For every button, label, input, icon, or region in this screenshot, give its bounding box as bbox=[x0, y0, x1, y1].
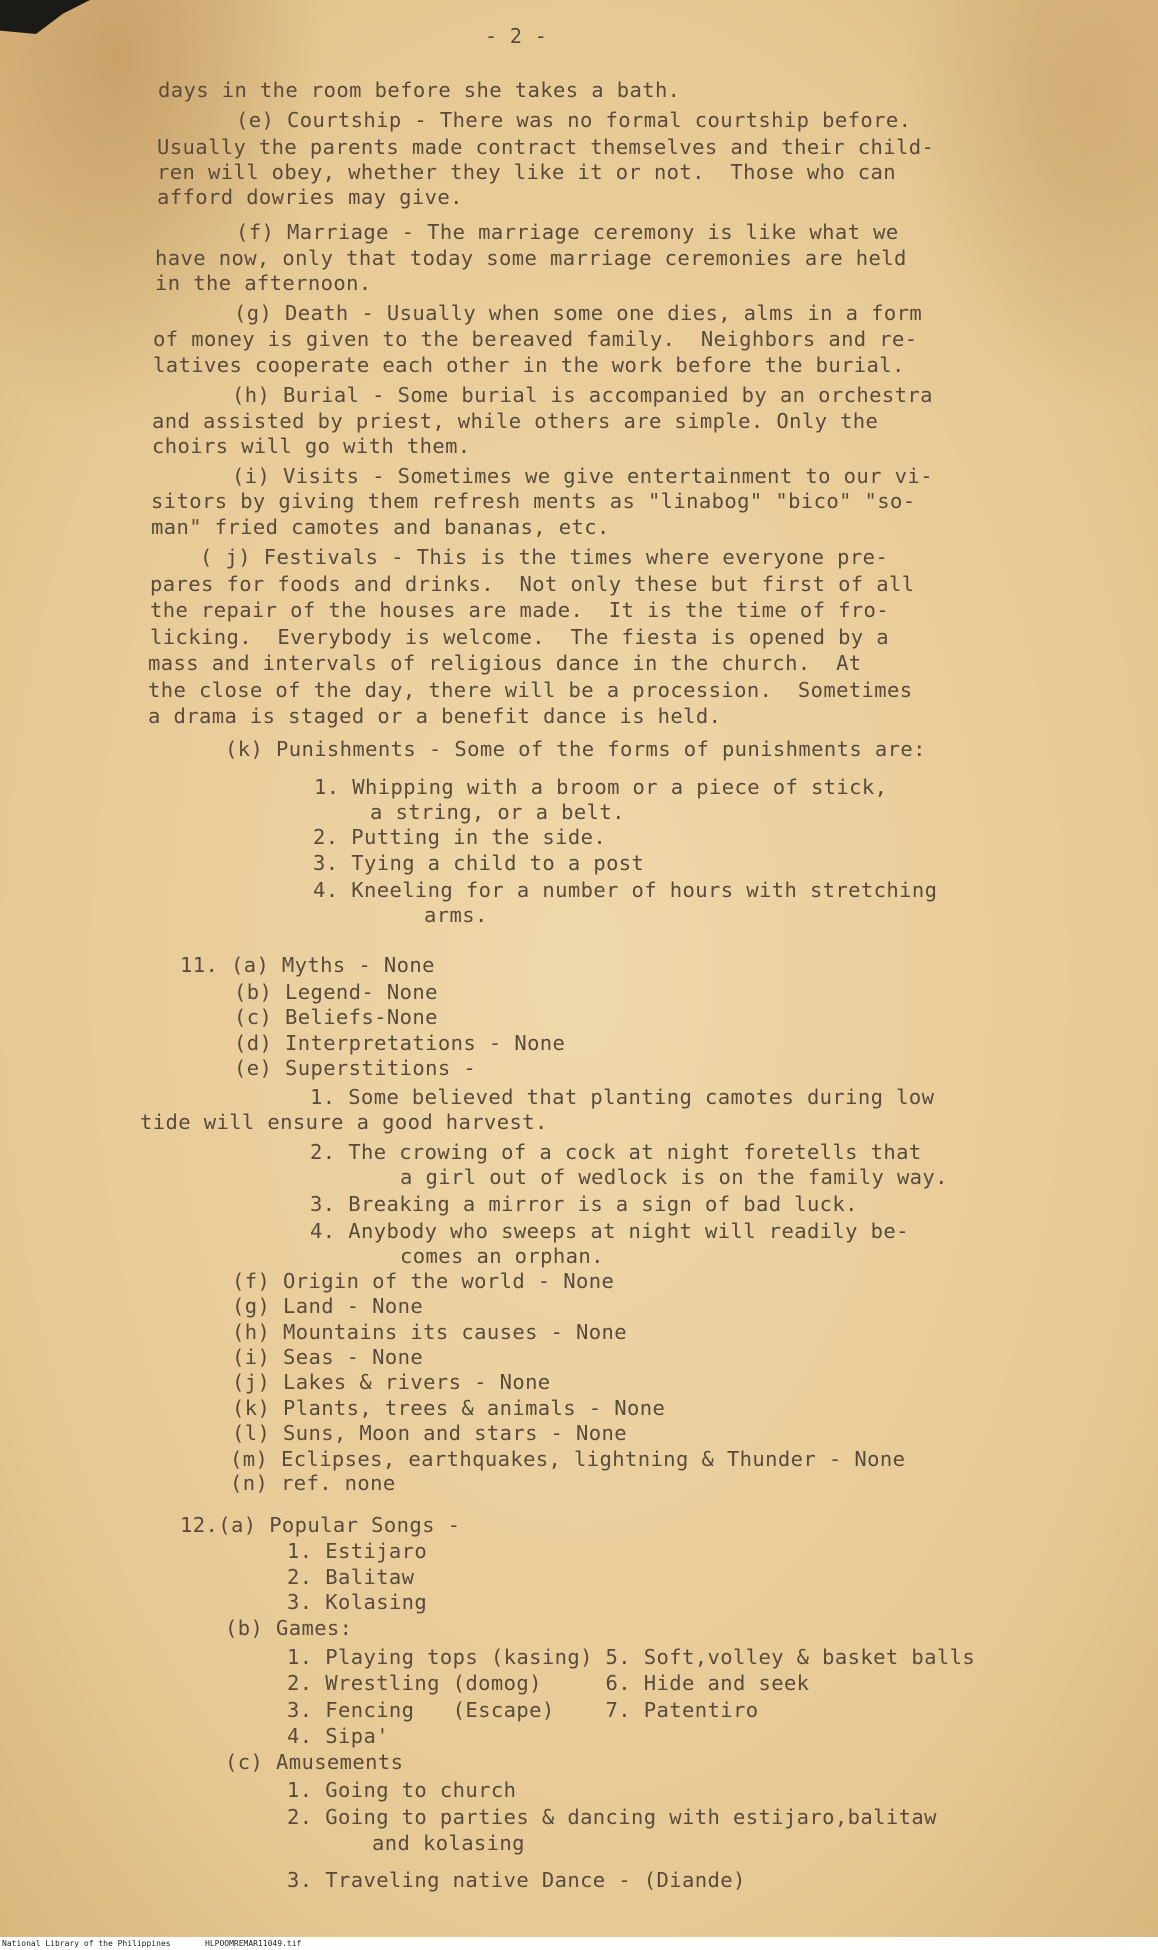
text-line: 2. Going to parties & dancing with estijaro,balitaw bbox=[287, 1805, 937, 1829]
text-line: 2. Putting in the side. bbox=[313, 825, 607, 849]
text-line: and kolasing bbox=[372, 1831, 525, 1855]
text-line: a girl out of wedlock is on the family way. bbox=[400, 1165, 948, 1189]
text-line: 2. The crowing of a cock at night foretells that bbox=[310, 1140, 922, 1164]
text-line: of money is given to the bereaved family. Neighbors and re- bbox=[153, 327, 918, 351]
torn-corner bbox=[0, 0, 90, 34]
text-line: (d) Interpretations - None bbox=[234, 1031, 566, 1055]
text-line: ( j) Festivals - This is the times where everyone pre- bbox=[200, 545, 889, 569]
text-line: (h) Burial - Some burial is accompanied by an orchestra bbox=[232, 383, 933, 407]
text-line: (g) Land - None bbox=[232, 1294, 424, 1318]
text-line: (k) Punishments - Some of the forms of punishments are: bbox=[225, 737, 926, 761]
text-line: (m) Eclipses, earthquakes, lightning & Thunder - None bbox=[230, 1447, 906, 1471]
text-line: mass and intervals of religious dance in the church. At bbox=[148, 651, 862, 675]
text-line: comes an orphan. bbox=[400, 1244, 604, 1268]
text-line: (b) Legend- None bbox=[234, 980, 438, 1004]
text-line: 2. Balitaw bbox=[287, 1565, 415, 1589]
text-line: (i) Visits - Sometimes we give entertainment to our vi- bbox=[232, 464, 933, 488]
text-line: 4. Kneeling for a number of hours with stretching bbox=[313, 878, 938, 902]
text-line: 12.(a) Popular Songs - bbox=[180, 1513, 461, 1537]
text-line: afford dowries may give. bbox=[157, 185, 463, 209]
page-number: - 2 - bbox=[485, 24, 548, 48]
text-line: (i) Seas - None bbox=[232, 1345, 424, 1369]
text-line: choirs will go with them. bbox=[152, 434, 471, 458]
text-line: and assisted by priest, while others are simple. Only the bbox=[152, 409, 879, 433]
text-line: (e) Superstitions - bbox=[234, 1056, 477, 1080]
text-line: 4. Anybody who sweeps at night will readily be- bbox=[310, 1219, 909, 1243]
text-line: a string, or a belt. bbox=[370, 800, 625, 824]
text-line: (l) Suns, Moon and stars - None bbox=[232, 1421, 628, 1445]
text-line: 3. Traveling native Dance - (Diande) bbox=[287, 1868, 746, 1892]
text-line: 1. Whipping with a broom or a piece of stick, bbox=[314, 775, 888, 799]
text-line: Usually the parents made contract themselves and their child- bbox=[157, 135, 935, 159]
footer-library: National Library of the Philippines bbox=[2, 1939, 171, 1948]
text-line: (g) Death - Usually when some one dies, alms in a form bbox=[234, 301, 923, 325]
text-line: (e) Courtship - There was no formal courtship before. bbox=[236, 108, 912, 132]
text-line: 3. Tying a child to a post bbox=[313, 851, 645, 875]
text-line: 1. Playing tops (kasing) 5. Soft,volley & basket balls bbox=[287, 1645, 976, 1669]
text-line: (k) Plants, trees & animals - None bbox=[232, 1396, 666, 1420]
text-line: (h) Mountains its causes - None bbox=[232, 1320, 628, 1344]
text-line: 1. Estijaro bbox=[287, 1539, 428, 1563]
text-line: (c) Amusements bbox=[225, 1750, 404, 1774]
text-line: the close of the day, there will be a procession. Sometimes bbox=[148, 678, 913, 702]
text-line: (n) ref. none bbox=[230, 1471, 396, 1495]
text-line: man" fried camotes and bananas, etc. bbox=[151, 515, 610, 539]
text-line: (f) Marriage - The marriage ceremony is like what we bbox=[236, 220, 899, 244]
text-line: latives cooperate each other in the work before the burial. bbox=[153, 353, 905, 377]
text-line: licking. Everybody is welcome. The fiesta is opened by a bbox=[150, 625, 890, 649]
text-line: sitors by giving them refresh ments as "linabog" "bico" "so- bbox=[151, 489, 916, 513]
text-line: in the afternoon. bbox=[155, 271, 372, 295]
footer-filename: HLPOOMREMAR11049.tif bbox=[205, 1939, 302, 1948]
text-line: 4. Sipa' bbox=[287, 1724, 389, 1748]
text-line: (j) Lakes & rivers - None bbox=[232, 1370, 551, 1394]
text-line: days in the room before she takes a bath. bbox=[158, 78, 681, 102]
text-line: arms. bbox=[424, 903, 488, 927]
text-line: 11. (a) Myths - None bbox=[180, 953, 435, 977]
text-line: a drama is staged or a benefit dance is held. bbox=[148, 704, 722, 728]
text-line: tide will ensure a good harvest. bbox=[140, 1110, 548, 1134]
text-line: 3. Breaking a mirror is a sign of bad luck. bbox=[310, 1192, 858, 1216]
text-line: pares for foods and drinks. Not only these but first of all bbox=[150, 572, 915, 596]
text-line: ren will obey, whether they like it or not. Those who can bbox=[157, 160, 897, 184]
text-line: 3. Fencing (Escape) 7. Patentiro bbox=[287, 1698, 759, 1722]
text-line: (f) Origin of the world - None bbox=[232, 1269, 615, 1293]
text-line: 1. Going to church bbox=[287, 1778, 517, 1802]
text-line: 3. Kolasing bbox=[287, 1590, 428, 1614]
scan-footer bbox=[0, 1937, 1158, 1950]
text-line: 1. Some believed that planting camotes during low bbox=[310, 1085, 935, 1109]
text-line: (b) Games: bbox=[225, 1616, 353, 1640]
text-line: 2. Wrestling (domog) 6. Hide and seek bbox=[287, 1671, 810, 1695]
text-line: have now, only that today some marriage ceremonies are held bbox=[155, 246, 907, 270]
text-line: (c) Beliefs-None bbox=[234, 1005, 438, 1029]
text-line: the repair of the houses are made. It is the time of fro- bbox=[150, 598, 890, 622]
